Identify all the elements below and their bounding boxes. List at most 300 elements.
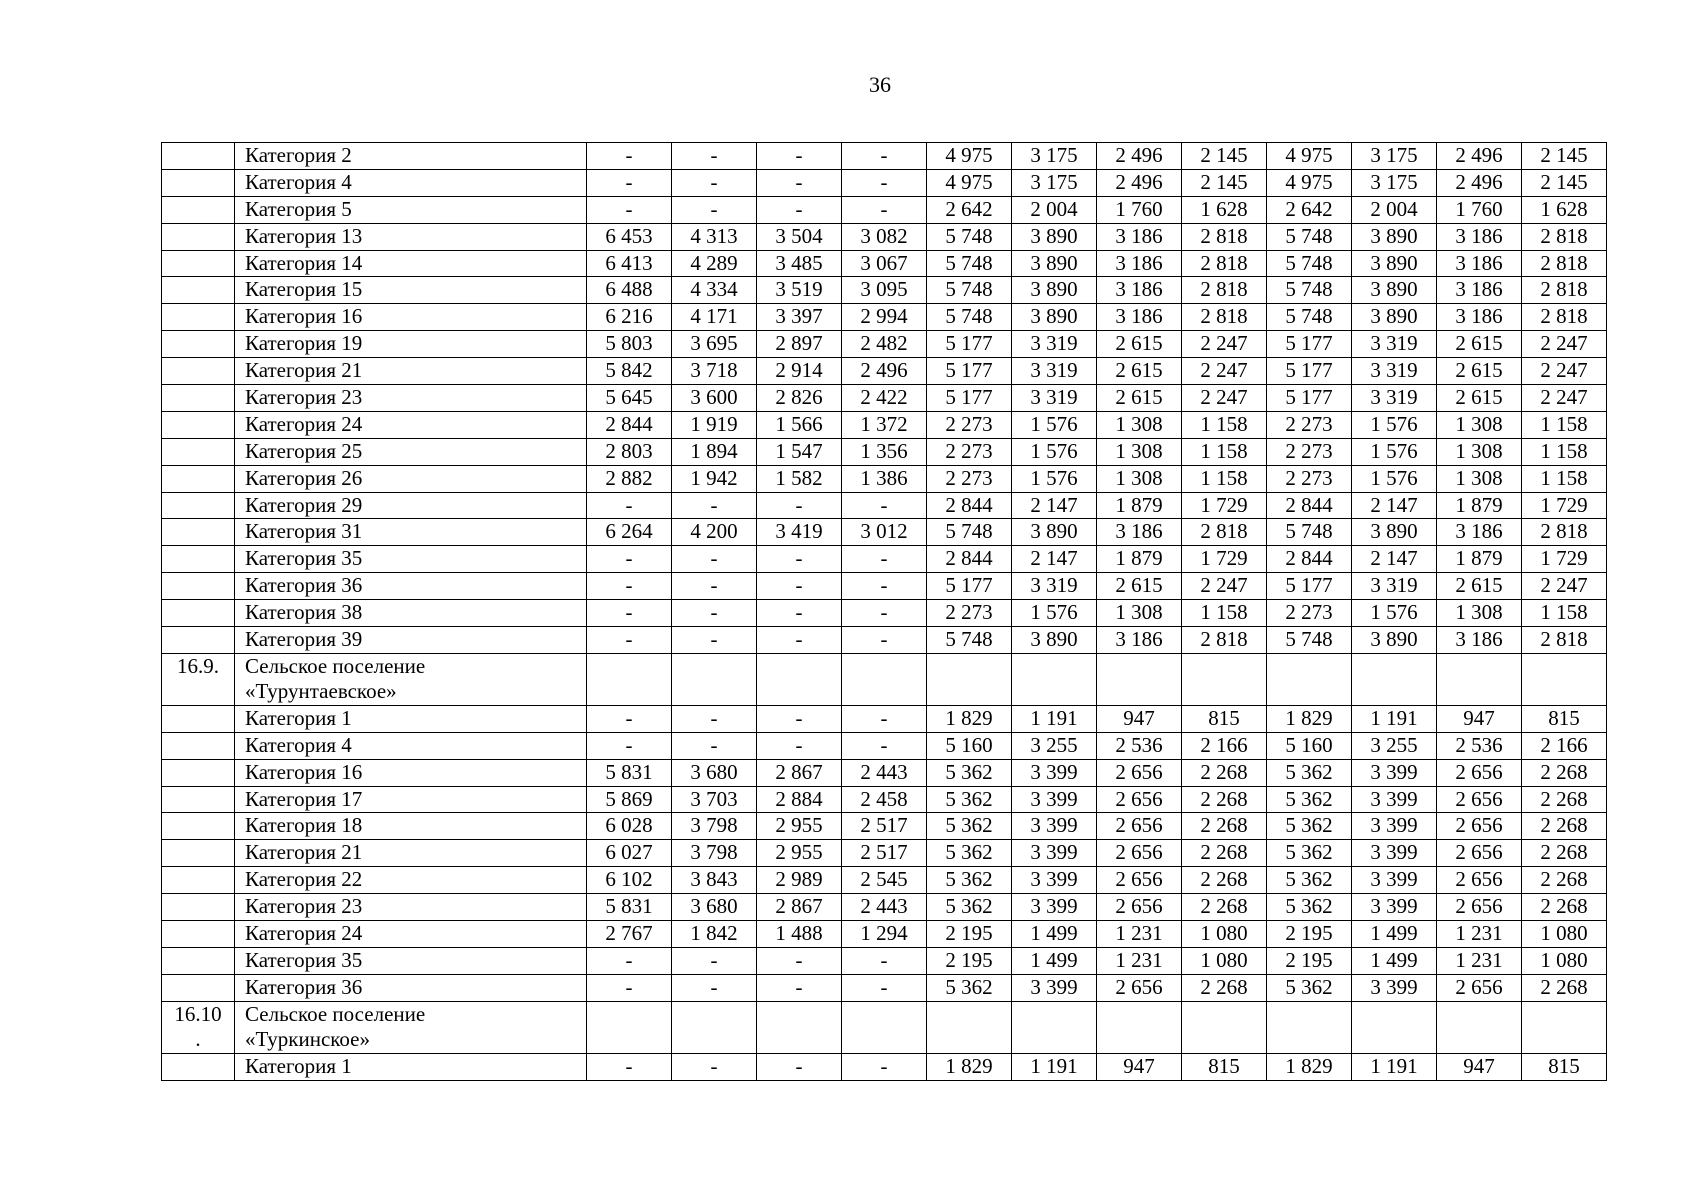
value-cell: 1 158 <box>1522 411 1607 438</box>
value-cell: 3 399 <box>1012 813 1097 840</box>
value-cell: - <box>672 705 757 732</box>
table-row <box>162 143 1607 170</box>
value-cell: 2 656 <box>1437 759 1522 786</box>
value-cell: 5 362 <box>1267 813 1352 840</box>
value-cell: - <box>672 196 757 223</box>
value-cell: 6 488 <box>587 277 672 304</box>
value-cell: 5 748 <box>927 519 1012 546</box>
value-cell: 1 879 <box>1097 492 1182 519</box>
value-cell: - <box>587 169 672 196</box>
empty-cell <box>1267 1001 1352 1053</box>
value-cell: 4 334 <box>672 277 757 304</box>
value-cell: 5 748 <box>927 223 1012 250</box>
value-cell: 5 362 <box>1267 974 1352 1001</box>
category-name: Категория 14 <box>235 250 587 277</box>
value-cell: 5 748 <box>927 304 1012 331</box>
section-name-line2: «Турунтаевское» <box>245 678 397 703</box>
value-cell: 1 576 <box>1012 438 1097 465</box>
value-cell: 3 012 <box>842 519 927 546</box>
value-cell: 2 656 <box>1097 894 1182 921</box>
value-cell: 1 576 <box>1352 411 1437 438</box>
category-name: Категория 4 <box>235 169 587 196</box>
value-cell: - <box>672 546 757 573</box>
category-name: Категория 21 <box>235 358 587 385</box>
value-cell: 6 413 <box>587 250 672 277</box>
table-row <box>162 492 1607 519</box>
value-cell: 3 399 <box>1352 786 1437 813</box>
category-name: Категория 29 <box>235 492 587 519</box>
value-cell: - <box>757 546 842 573</box>
value-cell: 5 748 <box>1267 627 1352 654</box>
empty-cell <box>1097 1001 1182 1053</box>
section-name-line2: «Туркинское» <box>245 1026 370 1051</box>
value-cell: 2 145 <box>1522 169 1607 196</box>
empty-cell <box>1012 1001 1097 1053</box>
value-cell: - <box>757 947 842 974</box>
value-cell: 1 308 <box>1437 411 1522 438</box>
value-cell: - <box>587 627 672 654</box>
value-cell: 2 496 <box>1097 143 1182 170</box>
value-cell: 3 890 <box>1352 519 1437 546</box>
category-name: Категория 4 <box>235 732 587 759</box>
value-cell: 2 615 <box>1437 331 1522 358</box>
category-name: Категория 17 <box>235 786 587 813</box>
value-cell: 1 191 <box>1352 705 1437 732</box>
table-row <box>162 1053 1607 1080</box>
row-index-cell <box>162 840 235 867</box>
value-cell: 2 897 <box>757 331 842 358</box>
row-index-cell <box>162 223 235 250</box>
value-cell: 2 268 <box>1522 974 1607 1001</box>
value-cell: - <box>587 732 672 759</box>
table-row <box>162 250 1607 277</box>
value-cell: 2 844 <box>1267 492 1352 519</box>
table-row <box>162 169 1607 196</box>
table-row <box>162 411 1607 438</box>
value-cell: 1 308 <box>1097 411 1182 438</box>
value-cell: 3 255 <box>1352 732 1437 759</box>
value-cell: 2 818 <box>1522 223 1607 250</box>
empty-cell <box>842 653 927 705</box>
value-cell: 2 536 <box>1437 732 1522 759</box>
value-cell: 1 547 <box>757 438 842 465</box>
value-cell: 2 147 <box>1352 546 1437 573</box>
value-cell: 1 879 <box>1097 546 1182 573</box>
empty-cell <box>1182 1001 1267 1053</box>
value-cell: 4 200 <box>672 519 757 546</box>
value-cell: 5 748 <box>927 627 1012 654</box>
value-cell: - <box>587 600 672 627</box>
value-cell: 5 177 <box>1267 573 1352 600</box>
value-cell: 2 818 <box>1182 519 1267 546</box>
value-cell: 1 191 <box>1012 1053 1097 1080</box>
row-index-cell <box>162 385 235 412</box>
section-name <box>235 1001 587 1053</box>
value-cell: - <box>757 1053 842 1080</box>
value-cell: 2 818 <box>1522 277 1607 304</box>
value-cell: - <box>757 143 842 170</box>
value-cell: 5 362 <box>927 813 1012 840</box>
value-cell: 3 082 <box>842 223 927 250</box>
table-row <box>162 196 1607 223</box>
value-cell: 1 080 <box>1522 921 1607 948</box>
section-name-line1: Сельское поселение <box>245 653 426 678</box>
value-cell: 2 818 <box>1182 304 1267 331</box>
tariff-table-body <box>162 143 1607 1081</box>
value-cell: 3 695 <box>672 331 757 358</box>
value-cell: 1 566 <box>757 411 842 438</box>
value-cell: 5 748 <box>1267 277 1352 304</box>
value-cell: 2 818 <box>1182 223 1267 250</box>
value-cell: - <box>842 573 927 600</box>
value-cell: 3 186 <box>1437 304 1522 331</box>
value-cell: 1 829 <box>1267 705 1352 732</box>
value-cell: 3 890 <box>1352 223 1437 250</box>
value-cell: 5 831 <box>587 759 672 786</box>
value-cell: 3 890 <box>1012 250 1097 277</box>
value-cell: 2 642 <box>927 196 1012 223</box>
value-cell: 3 890 <box>1352 627 1437 654</box>
value-cell: 5 362 <box>927 974 1012 1001</box>
empty-cell <box>927 1001 1012 1053</box>
value-cell: 3 890 <box>1352 277 1437 304</box>
value-cell: 5 362 <box>1267 867 1352 894</box>
value-cell: 1 760 <box>1437 196 1522 223</box>
value-cell: - <box>842 732 927 759</box>
category-name: Категория 35 <box>235 947 587 974</box>
value-cell: 6 102 <box>587 867 672 894</box>
row-index-cell <box>162 573 235 600</box>
row-index-cell <box>162 947 235 974</box>
category-name: Категория 16 <box>235 759 587 786</box>
value-cell: 5 869 <box>587 786 672 813</box>
value-cell: 2 247 <box>1182 385 1267 412</box>
row-index-cell <box>162 411 235 438</box>
row-index-cell <box>162 786 235 813</box>
value-cell: - <box>672 974 757 1001</box>
value-cell: 4 975 <box>927 143 1012 170</box>
category-name: Категория 36 <box>235 974 587 1001</box>
value-cell: 5 362 <box>1267 786 1352 813</box>
value-cell: 1 576 <box>1352 438 1437 465</box>
value-cell: 2 496 <box>1437 169 1522 196</box>
value-cell: 3 798 <box>672 840 757 867</box>
value-cell: 2 496 <box>1437 143 1522 170</box>
value-cell: 3 186 <box>1097 277 1182 304</box>
value-cell: 2 147 <box>1012 492 1097 519</box>
value-cell: 4 313 <box>672 223 757 250</box>
value-cell: 2 615 <box>1097 331 1182 358</box>
value-cell: 1 488 <box>757 921 842 948</box>
category-name: Категория 38 <box>235 600 587 627</box>
value-cell: 2 656 <box>1437 974 1522 1001</box>
category-name: Категория 21 <box>235 840 587 867</box>
table-row <box>162 627 1607 654</box>
value-cell: 2 803 <box>587 438 672 465</box>
value-cell: 2 989 <box>757 867 842 894</box>
value-cell: 3 067 <box>842 250 927 277</box>
value-cell: 2 844 <box>927 546 1012 573</box>
value-cell: 6 264 <box>587 519 672 546</box>
value-cell: 3 890 <box>1012 519 1097 546</box>
value-cell: - <box>757 627 842 654</box>
category-name: Категория 23 <box>235 385 587 412</box>
value-cell: - <box>587 947 672 974</box>
value-cell: 3 397 <box>757 304 842 331</box>
value-cell: 2 247 <box>1522 385 1607 412</box>
row-index-cell <box>162 519 235 546</box>
value-cell: 5 177 <box>927 358 1012 385</box>
value-cell: 2 273 <box>927 411 1012 438</box>
value-cell: 1 576 <box>1352 465 1437 492</box>
empty-cell <box>672 653 757 705</box>
value-cell: 2 004 <box>1352 196 1437 223</box>
value-cell: 5 748 <box>1267 250 1352 277</box>
row-index-cell <box>162 759 235 786</box>
table-row <box>162 786 1607 813</box>
table-row <box>162 840 1607 867</box>
value-cell: 2 844 <box>587 411 672 438</box>
value-cell: 3 680 <box>672 894 757 921</box>
value-cell: 2 656 <box>1097 867 1182 894</box>
value-cell: 3 255 <box>1012 732 1097 759</box>
value-cell: 2 166 <box>1182 732 1267 759</box>
value-cell: 1 729 <box>1182 546 1267 573</box>
value-cell: 1 842 <box>672 921 757 948</box>
value-cell: 3 485 <box>757 250 842 277</box>
value-cell: 2 247 <box>1182 573 1267 600</box>
value-cell: 947 <box>1437 1053 1522 1080</box>
value-cell: 2 615 <box>1097 573 1182 600</box>
value-cell: 5 177 <box>1267 358 1352 385</box>
value-cell: 2 268 <box>1182 894 1267 921</box>
category-name: Категория 25 <box>235 438 587 465</box>
value-cell: - <box>587 492 672 519</box>
value-cell: 2 656 <box>1437 786 1522 813</box>
row-index-cell <box>162 894 235 921</box>
tariff-table <box>161 142 1607 1081</box>
empty-cell <box>1012 653 1097 705</box>
value-cell: 5 362 <box>927 759 1012 786</box>
value-cell: 1 158 <box>1522 600 1607 627</box>
value-cell: 3 186 <box>1437 250 1522 277</box>
value-cell: 3 843 <box>672 867 757 894</box>
table-row <box>162 732 1607 759</box>
category-name: Категория 1 <box>235 1053 587 1080</box>
value-cell: 4 975 <box>927 169 1012 196</box>
value-cell: 1 894 <box>672 438 757 465</box>
value-cell: 2 273 <box>1267 411 1352 438</box>
value-cell: 5 160 <box>927 732 1012 759</box>
value-cell: 6 027 <box>587 840 672 867</box>
value-cell: 5 362 <box>927 867 1012 894</box>
category-name: Категория 24 <box>235 921 587 948</box>
value-cell: - <box>842 600 927 627</box>
value-cell: - <box>757 732 842 759</box>
value-cell: - <box>672 573 757 600</box>
value-cell: 1 231 <box>1437 947 1522 974</box>
value-cell: 1 829 <box>1267 1053 1352 1080</box>
value-cell: 2 145 <box>1522 143 1607 170</box>
value-cell: 3 798 <box>672 813 757 840</box>
value-cell: 815 <box>1182 1053 1267 1080</box>
value-cell: 5 645 <box>587 385 672 412</box>
value-cell: - <box>842 1053 927 1080</box>
value-cell: - <box>672 143 757 170</box>
table-row <box>162 974 1607 1001</box>
value-cell: 5 362 <box>927 894 1012 921</box>
value-cell: 5 362 <box>927 786 1012 813</box>
value-cell: 4 289 <box>672 250 757 277</box>
value-cell: 1 628 <box>1182 196 1267 223</box>
value-cell: 2 247 <box>1182 331 1267 358</box>
value-cell: 3 519 <box>757 277 842 304</box>
value-cell: 1 231 <box>1437 921 1522 948</box>
value-cell: - <box>587 705 672 732</box>
value-cell: - <box>842 705 927 732</box>
empty-cell <box>757 1001 842 1053</box>
value-cell: 2 443 <box>842 894 927 921</box>
value-cell: 3 399 <box>1012 759 1097 786</box>
value-cell: 1 158 <box>1522 465 1607 492</box>
value-cell: 2 517 <box>842 813 927 840</box>
value-cell: - <box>842 169 927 196</box>
value-cell: 5 748 <box>927 277 1012 304</box>
value-cell: 2 268 <box>1522 759 1607 786</box>
value-cell: 2 656 <box>1437 867 1522 894</box>
value-cell: 1 499 <box>1012 921 1097 948</box>
row-index-cell <box>162 1053 235 1080</box>
value-cell: - <box>757 705 842 732</box>
value-cell: 2 656 <box>1097 840 1182 867</box>
value-cell: - <box>587 573 672 600</box>
value-cell: - <box>587 1053 672 1080</box>
value-cell: 1 308 <box>1437 438 1522 465</box>
value-cell: - <box>757 196 842 223</box>
value-cell: 2 615 <box>1437 385 1522 412</box>
value-cell: 5 748 <box>1267 304 1352 331</box>
value-cell: 1 308 <box>1097 600 1182 627</box>
value-cell: 2 166 <box>1522 732 1607 759</box>
value-cell: 1 576 <box>1012 411 1097 438</box>
category-name: Категория 35 <box>235 546 587 573</box>
value-cell: 2 615 <box>1097 385 1182 412</box>
value-cell: 3 186 <box>1097 627 1182 654</box>
value-cell: 2 268 <box>1522 867 1607 894</box>
value-cell: 2 268 <box>1182 759 1267 786</box>
value-cell: 2 882 <box>587 465 672 492</box>
value-cell: 1 158 <box>1182 465 1267 492</box>
value-cell: 1 576 <box>1352 600 1437 627</box>
value-cell: - <box>672 169 757 196</box>
value-cell: 947 <box>1097 1053 1182 1080</box>
value-cell: 1 829 <box>927 1053 1012 1080</box>
value-cell: 2 656 <box>1437 894 1522 921</box>
value-cell: 2 422 <box>842 385 927 412</box>
value-cell: 2 247 <box>1522 573 1607 600</box>
value-cell: 1 628 <box>1522 196 1607 223</box>
value-cell: 2 844 <box>927 492 1012 519</box>
table-row <box>162 573 1607 600</box>
table-row <box>162 331 1607 358</box>
category-name: Категория 36 <box>235 573 587 600</box>
row-index-cell <box>162 627 235 654</box>
category-name: Категория 24 <box>235 411 587 438</box>
value-cell: 3 319 <box>1352 573 1437 600</box>
value-cell: 1 729 <box>1182 492 1267 519</box>
value-cell: 2 826 <box>757 385 842 412</box>
value-cell: - <box>757 573 842 600</box>
value-cell: 1 499 <box>1352 921 1437 948</box>
value-cell: - <box>757 600 842 627</box>
value-cell: 3 600 <box>672 385 757 412</box>
value-cell: 2 818 <box>1522 304 1607 331</box>
table-row <box>162 358 1607 385</box>
value-cell: - <box>672 492 757 519</box>
value-cell: 5 362 <box>1267 759 1352 786</box>
value-cell: - <box>587 546 672 573</box>
row-index-cell <box>162 492 235 519</box>
value-cell: 1 308 <box>1097 438 1182 465</box>
value-cell: 815 <box>1522 705 1607 732</box>
table-row <box>162 894 1607 921</box>
value-cell: 1 294 <box>842 921 927 948</box>
value-cell: - <box>672 600 757 627</box>
value-cell: 3 890 <box>1012 627 1097 654</box>
value-cell: 5 177 <box>927 573 1012 600</box>
row-index-cell <box>162 546 235 573</box>
value-cell: 3 186 <box>1097 519 1182 546</box>
value-cell: 2 818 <box>1182 250 1267 277</box>
value-cell: 2 268 <box>1182 786 1267 813</box>
value-cell: 4 975 <box>1267 169 1352 196</box>
value-cell: 1 158 <box>1182 438 1267 465</box>
value-cell: - <box>587 143 672 170</box>
value-cell: 1 372 <box>842 411 927 438</box>
value-cell: 3 399 <box>1352 813 1437 840</box>
value-cell: 2 818 <box>1522 627 1607 654</box>
row-index-cell <box>162 331 235 358</box>
value-cell: 2 273 <box>927 438 1012 465</box>
section-row <box>162 653 1607 705</box>
table-row <box>162 759 1607 786</box>
empty-cell <box>1522 1001 1607 1053</box>
value-cell: 2 656 <box>1437 840 1522 867</box>
value-cell: - <box>757 492 842 519</box>
value-cell: 1 158 <box>1182 600 1267 627</box>
value-cell: - <box>672 732 757 759</box>
category-name: Категория 22 <box>235 867 587 894</box>
category-name: Категория 5 <box>235 196 587 223</box>
value-cell: 1 356 <box>842 438 927 465</box>
value-cell: 3 399 <box>1352 840 1437 867</box>
value-cell: 1 308 <box>1097 465 1182 492</box>
value-cell: 6 028 <box>587 813 672 840</box>
value-cell: 2 656 <box>1097 786 1182 813</box>
category-name: Категория 16 <box>235 304 587 331</box>
value-cell: 3 175 <box>1352 169 1437 196</box>
value-cell: 2 615 <box>1437 358 1522 385</box>
value-cell: 1 729 <box>1522 492 1607 519</box>
value-cell: 3 319 <box>1012 385 1097 412</box>
row-index-cell <box>162 813 235 840</box>
value-cell: 2 273 <box>1267 465 1352 492</box>
value-cell: 3 175 <box>1012 143 1097 170</box>
value-cell: 1 760 <box>1097 196 1182 223</box>
value-cell: 2 273 <box>1267 438 1352 465</box>
value-cell: 3 399 <box>1352 867 1437 894</box>
value-cell: 2 195 <box>1267 947 1352 974</box>
